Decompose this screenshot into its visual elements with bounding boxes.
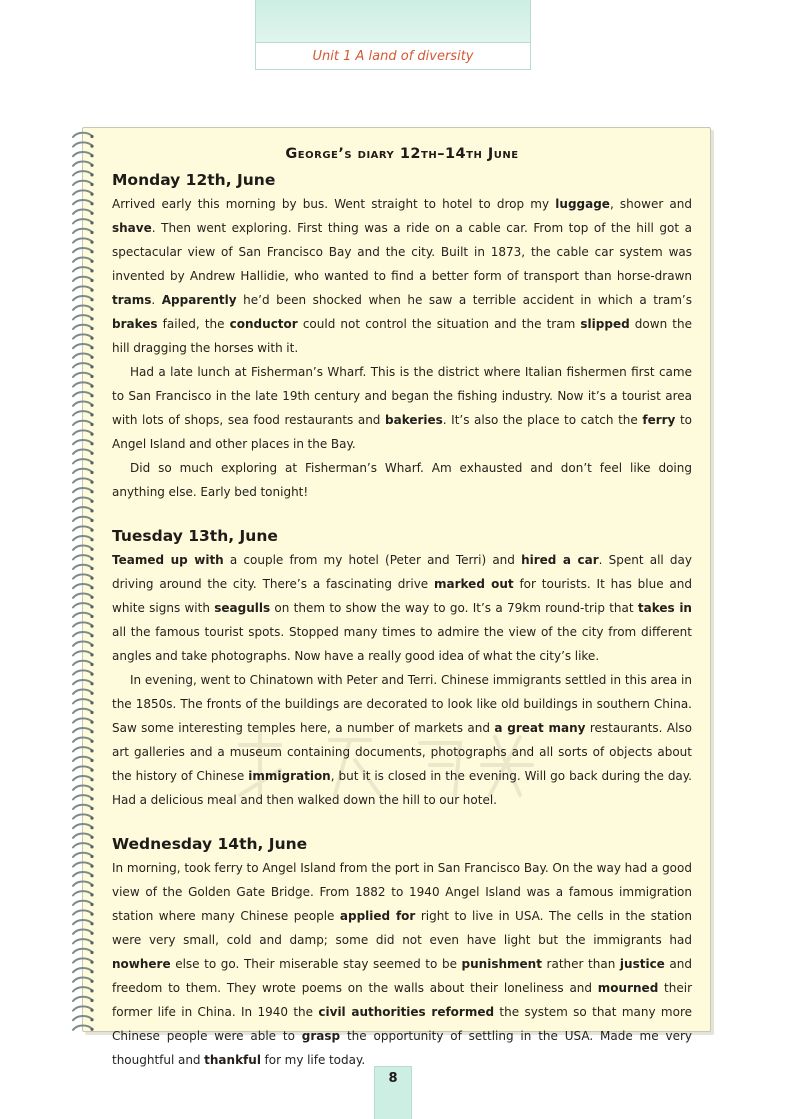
spiral-coil bbox=[73, 709, 92, 713]
spiral-coil bbox=[73, 1016, 92, 1020]
spiral-coil bbox=[73, 142, 92, 146]
key-word: takes in bbox=[637, 601, 692, 615]
spiral-hole bbox=[90, 221, 93, 224]
text-segment: failed, the bbox=[157, 317, 230, 331]
key-word: a great many bbox=[494, 721, 586, 735]
spiral-hole bbox=[90, 164, 93, 167]
spiral-coil bbox=[73, 872, 92, 876]
text-segment: else to go. Their miserable stay seemed to be bbox=[170, 957, 462, 971]
text-segment: . bbox=[151, 293, 162, 307]
spiral-hole bbox=[90, 193, 93, 196]
text-segment: the system so that many more Chinese people were able to bbox=[112, 1005, 693, 1043]
key-word: punishment bbox=[461, 957, 542, 971]
spiral-coil bbox=[73, 853, 92, 857]
spiral-coil bbox=[73, 181, 92, 185]
spiral-coil bbox=[73, 459, 92, 463]
text-segment: , but it is closed in the evening. Will go back during the day. Had a delicious meal and then walked down the hill to our hotel. bbox=[112, 769, 692, 807]
spiral-coil bbox=[73, 478, 92, 482]
page-number: 8 bbox=[388, 1071, 398, 1086]
day-heading: Wednesday 14th, June bbox=[112, 835, 308, 853]
spiral-hole bbox=[90, 433, 93, 436]
spiral-coil bbox=[73, 402, 92, 406]
key-word: ferry bbox=[642, 413, 676, 427]
spiral-hole bbox=[90, 385, 93, 388]
key-word: applied for bbox=[339, 909, 416, 923]
spiral-hole bbox=[90, 135, 93, 138]
spiral-hole bbox=[90, 241, 93, 244]
text-segment: Arrived early this morning by bus. Went straight to hotel to drop my bbox=[112, 197, 556, 211]
spiral-coil bbox=[73, 133, 92, 137]
text-segment: a couple from my hotel (Peter and Terri) and bbox=[223, 553, 522, 567]
spiral-coil bbox=[73, 594, 92, 598]
spiral-coil bbox=[73, 958, 92, 962]
spiral-coil bbox=[73, 987, 92, 991]
key-word: seagulls bbox=[214, 601, 271, 615]
spiral-coil bbox=[73, 440, 92, 444]
text-segment: rather than bbox=[541, 957, 620, 971]
key-word: Teamed up with bbox=[112, 553, 224, 567]
spiral-coil bbox=[73, 536, 92, 540]
spiral-coil bbox=[73, 690, 92, 694]
spiral-hole bbox=[90, 356, 93, 359]
page-number-tab bbox=[374, 1066, 412, 1119]
spiral-hole bbox=[90, 145, 93, 148]
spiral-coil bbox=[73, 277, 92, 281]
spiral-hole bbox=[90, 567, 93, 570]
spiral-hole bbox=[90, 769, 93, 772]
spiral-coil bbox=[73, 555, 92, 559]
spiral-hole bbox=[90, 653, 93, 656]
spiral-coil bbox=[73, 978, 92, 982]
spiral-hole bbox=[90, 586, 93, 589]
spiral-coil bbox=[73, 766, 92, 770]
key-word: conductor bbox=[229, 317, 298, 331]
spiral-coil bbox=[73, 997, 92, 1001]
spiral-coil bbox=[73, 190, 92, 194]
spiral-coil bbox=[73, 334, 92, 338]
spiral-coil bbox=[73, 238, 92, 242]
spiral-hole bbox=[90, 644, 93, 647]
spiral-coil bbox=[73, 507, 92, 511]
spiral-hole bbox=[90, 308, 93, 311]
spiral-hole bbox=[90, 682, 93, 685]
spiral-hole bbox=[90, 346, 93, 349]
spiral-coil bbox=[73, 526, 92, 530]
spiral-coil bbox=[73, 901, 92, 905]
spiral-hole bbox=[90, 692, 93, 695]
diary-paragraph bbox=[112, 856, 692, 1072]
spiral-coil bbox=[73, 152, 92, 156]
spiral-coil bbox=[73, 930, 92, 934]
text-segment: to Angel Island and other places in the Bay. bbox=[112, 413, 692, 451]
spiral-hole bbox=[90, 529, 93, 532]
spiral-hole bbox=[90, 298, 93, 301]
spiral-hole bbox=[90, 778, 93, 781]
spiral-hole bbox=[90, 461, 93, 464]
spiral-coil bbox=[73, 680, 92, 684]
day-heading: Monday 12th, June bbox=[112, 171, 276, 189]
spiral-hole bbox=[90, 941, 93, 944]
spiral-coil bbox=[73, 834, 92, 838]
spiral-hole bbox=[90, 807, 93, 810]
spiral-hole bbox=[90, 279, 93, 282]
spiral-coil bbox=[73, 843, 92, 847]
key-word: Apparently bbox=[161, 293, 237, 307]
spiral-hole bbox=[90, 365, 93, 368]
spiral-coil bbox=[73, 411, 92, 415]
diary-paragraph bbox=[112, 360, 692, 456]
spiral-coil bbox=[73, 1006, 92, 1010]
key-word: brakes bbox=[112, 317, 158, 331]
spiral-hole bbox=[90, 817, 93, 820]
spiral-coil bbox=[73, 920, 92, 924]
diary-paragraph bbox=[112, 548, 692, 668]
spiral-hole bbox=[90, 999, 93, 1002]
key-word: luggage bbox=[555, 197, 610, 211]
spiral-hole bbox=[90, 615, 93, 618]
spiral-hole bbox=[90, 212, 93, 215]
spiral-coil bbox=[73, 430, 92, 434]
spiral-coil bbox=[73, 670, 92, 674]
spiral-hole bbox=[90, 970, 93, 973]
spiral-coil bbox=[73, 613, 92, 617]
spiral-coil bbox=[73, 315, 92, 319]
spiral-hole bbox=[90, 826, 93, 829]
spiral-hole bbox=[90, 913, 93, 916]
spiral-hole bbox=[90, 423, 93, 426]
text-segment: Had a late lunch at Fisherman’s Wharf. This is the district where Italian fishermen first came to San Francisco in the late 19th century and began the fishing industry. Now it’s a tourist area with lots of shops, sea food restaurants and bbox=[112, 365, 692, 427]
spiral-coil bbox=[73, 795, 92, 799]
spiral-hole bbox=[90, 932, 93, 935]
diary-title: George’s diary 12th–14th June bbox=[285, 146, 519, 162]
key-word: hired a car bbox=[521, 553, 599, 567]
text-segment: and freedom to them. They wrote poems on the walls about their loneliness and bbox=[112, 957, 692, 995]
spiral-hole bbox=[90, 730, 93, 733]
spiral-hole bbox=[90, 471, 93, 474]
spiral-hole bbox=[90, 413, 93, 416]
spiral-coil bbox=[73, 450, 92, 454]
spiral-coil bbox=[73, 354, 92, 358]
spiral-hole bbox=[90, 1009, 93, 1012]
spiral-coil bbox=[73, 910, 92, 914]
text-segment: for my life today. bbox=[260, 1053, 366, 1067]
spiral-coil bbox=[73, 939, 92, 943]
spiral-coil bbox=[73, 661, 92, 665]
spiral-coil bbox=[73, 862, 92, 866]
spiral-coil bbox=[73, 738, 92, 742]
spiral-coil bbox=[73, 286, 92, 290]
diary-days bbox=[112, 168, 692, 1072]
spiral-hole bbox=[90, 893, 93, 896]
text-segment: Did so much exploring at Fisherman’s Wharf. Am exhausted and don’t feel like doing anything else. Early bed tonight! bbox=[112, 461, 692, 499]
spiral-hole bbox=[90, 500, 93, 503]
text-segment: the opportunity of settling in the USA. Made me very thoughtful and bbox=[112, 1029, 692, 1067]
spiral-hole bbox=[90, 980, 93, 983]
spiral-hole bbox=[90, 740, 93, 743]
spiral-coil bbox=[73, 968, 92, 972]
spiral-coil bbox=[73, 824, 92, 828]
spiral-hole bbox=[90, 855, 93, 858]
diary-content bbox=[112, 146, 692, 1092]
spiral-hole bbox=[90, 289, 93, 292]
spiral-hole bbox=[90, 951, 93, 954]
spiral-coil bbox=[73, 219, 92, 223]
spiral-coil bbox=[73, 382, 92, 386]
spiral-hole bbox=[90, 989, 93, 992]
text-segment: down the hill dragging the horses with it. bbox=[112, 317, 692, 355]
text-segment: . Spent all day driving around the city. There’s a fascinating drive bbox=[112, 553, 692, 591]
key-word: marked out bbox=[434, 577, 514, 591]
text-segment: could not control the situation and the tram bbox=[297, 317, 581, 331]
spiral-coil bbox=[73, 248, 92, 252]
spiral-hole bbox=[90, 605, 93, 608]
spiral-binding-icon bbox=[70, 127, 98, 1032]
spiral-hole bbox=[90, 749, 93, 752]
spiral-hole bbox=[90, 481, 93, 484]
header-decorative-band bbox=[256, 0, 530, 43]
spiral-coil bbox=[73, 344, 92, 348]
key-word: grasp bbox=[301, 1029, 341, 1043]
spiral-coil bbox=[73, 651, 92, 655]
spiral-hole bbox=[90, 317, 93, 320]
key-word: trams bbox=[112, 293, 152, 307]
spiral-hole bbox=[90, 759, 93, 762]
key-word: shave bbox=[112, 221, 152, 235]
spiral-hole bbox=[90, 202, 93, 205]
spiral-hole bbox=[90, 884, 93, 887]
key-word: civil authorities reformed bbox=[318, 1005, 495, 1019]
spiral-coil bbox=[73, 488, 92, 492]
key-word: nowhere bbox=[112, 957, 171, 971]
spiral-hole bbox=[90, 154, 93, 157]
key-word: justice bbox=[619, 957, 665, 971]
spiral-coil bbox=[73, 603, 92, 607]
text-segment: on them to show the way to go. It’s a 79km round-trip that bbox=[270, 601, 638, 615]
spiral-hole bbox=[90, 404, 93, 407]
spiral-coil bbox=[73, 258, 92, 262]
spiral-coil bbox=[73, 325, 92, 329]
text-segment: . It’s also the place to catch the bbox=[442, 413, 643, 427]
spiral-hole bbox=[90, 797, 93, 800]
spiral-coil bbox=[73, 814, 92, 818]
spiral-coil bbox=[73, 306, 92, 310]
text-segment: he’d been shocked when he saw a terrible accident in which a tram’s bbox=[236, 293, 692, 307]
spiral-hole bbox=[90, 1028, 93, 1031]
key-word: bakeries bbox=[385, 413, 443, 427]
spiral-coil bbox=[73, 392, 92, 396]
spiral-coil bbox=[73, 882, 92, 886]
spiral-coil bbox=[73, 805, 92, 809]
spiral-hole bbox=[90, 250, 93, 253]
spiral-hole bbox=[90, 903, 93, 906]
spiral-hole bbox=[90, 442, 93, 445]
spiral-hole bbox=[90, 961, 93, 964]
diary-paragraph bbox=[112, 668, 692, 812]
key-word: mourned bbox=[597, 981, 659, 995]
spiral-hole bbox=[90, 327, 93, 330]
spiral-hole bbox=[90, 231, 93, 234]
diary-paragraph bbox=[112, 456, 692, 504]
spiral-coil bbox=[73, 421, 92, 425]
text-segment: , shower and bbox=[609, 197, 693, 211]
spiral-coil bbox=[73, 546, 92, 550]
spiral-coil bbox=[73, 747, 92, 751]
spiral-coil bbox=[73, 210, 92, 214]
diary-entry bbox=[112, 524, 692, 812]
spiral-coil bbox=[73, 574, 92, 578]
spiral-coil bbox=[73, 642, 92, 646]
key-word: slipped bbox=[580, 317, 630, 331]
spiral-hole bbox=[90, 845, 93, 848]
spiral-coil bbox=[73, 498, 92, 502]
spiral-coil bbox=[73, 267, 92, 271]
spiral-coil bbox=[73, 757, 92, 761]
spiral-coil bbox=[73, 949, 92, 953]
spiral-hole bbox=[90, 509, 93, 512]
diary-entry bbox=[112, 168, 692, 504]
key-word: thankful bbox=[204, 1053, 261, 1067]
spiral-hole bbox=[90, 865, 93, 868]
spiral-hole bbox=[90, 625, 93, 628]
spiral-coil bbox=[73, 584, 92, 588]
spiral-hole bbox=[90, 836, 93, 839]
unit-title: Unit 1 A land of diversity bbox=[312, 49, 474, 64]
spiral-hole bbox=[90, 577, 93, 580]
spiral-hole bbox=[90, 394, 93, 397]
spiral-coil bbox=[73, 363, 92, 367]
spiral-coil bbox=[73, 699, 92, 703]
spiral-coil bbox=[73, 565, 92, 569]
key-word: immigration bbox=[248, 769, 331, 783]
spiral-hole bbox=[90, 519, 93, 522]
spiral-hole bbox=[90, 596, 93, 599]
spiral-hole bbox=[90, 269, 93, 272]
spiral-coil bbox=[73, 1026, 92, 1030]
spiral-hole bbox=[90, 490, 93, 493]
text-segment: for tourists. It has blue and white signs with bbox=[112, 577, 692, 615]
spiral-hole bbox=[90, 634, 93, 637]
spiral-hole bbox=[90, 183, 93, 186]
spiral-coil bbox=[73, 718, 92, 722]
spiral-coil bbox=[73, 776, 92, 780]
text-segment: all the famous tourist spots. Stopped many times to admire the view of the city from different angles and take photographs. Now have a really good idea of what the city’s like. bbox=[112, 625, 692, 663]
spiral-hole bbox=[90, 874, 93, 877]
spiral-hole bbox=[90, 701, 93, 704]
text-segment: In morning, took ferry to Angel Island from the port in San Francisco Bay. On the way had a good view of the Golden Gate Bridge. From 1882 to 1940 Angel Island was a famous immigration station where many Chinese people bbox=[112, 861, 692, 923]
unit-header bbox=[255, 0, 531, 70]
spiral-coil bbox=[73, 200, 92, 204]
spiral-hole bbox=[90, 538, 93, 541]
spiral-hole bbox=[90, 173, 93, 176]
diary-paragraph bbox=[112, 192, 692, 360]
spiral-coil bbox=[73, 171, 92, 175]
text-segment: right to live in USA. The cells in the station were very small, cold and damp; some did not even have light but the immigrants had bbox=[112, 909, 692, 947]
spiral-coil bbox=[73, 622, 92, 626]
day-heading: Tuesday 13th, June bbox=[112, 527, 278, 545]
spiral-coil bbox=[73, 728, 92, 732]
spiral-hole bbox=[90, 711, 93, 714]
spiral-coil bbox=[73, 162, 92, 166]
spiral-hole bbox=[90, 788, 93, 791]
text-segment: restaurants. Also art galleries and a museum containing documents, photographs and all sorts of objects about the history of Chinese bbox=[112, 721, 692, 783]
spiral-hole bbox=[90, 922, 93, 925]
diary-entry bbox=[112, 832, 692, 1072]
text-segment: In evening, went to Chinatown with Peter and Terri. Chinese immigrants settled in this area in the 1850s. The fronts of the buildings are decorated to look like old buildings in southern China. Saw some interesting temples here, a number of markets and bbox=[112, 673, 692, 735]
spiral-coil bbox=[73, 469, 92, 473]
spiral-hole bbox=[90, 1018, 93, 1021]
spiral-hole bbox=[90, 452, 93, 455]
spiral-coil bbox=[73, 517, 92, 521]
text-segment: . Then went exploring. First thing was a ride on a cable car. From top of the hill got a spectacular view of San Francisco Bay and the city. Built in 1873, the cable car system was invented by Andrew Hallidie, who wanted to find a better form of transport than horse-drawn bbox=[112, 221, 692, 283]
spiral-hole bbox=[90, 557, 93, 560]
spiral-coil bbox=[73, 296, 92, 300]
spiral-coil bbox=[73, 229, 92, 233]
spiral-hole bbox=[90, 260, 93, 263]
spiral-hole bbox=[90, 721, 93, 724]
spiral-hole bbox=[90, 663, 93, 666]
spiral-hole bbox=[90, 673, 93, 676]
spiral-coil bbox=[73, 373, 92, 377]
spiral-coil bbox=[73, 786, 92, 790]
spiral-hole bbox=[90, 337, 93, 340]
spiral-coil bbox=[73, 632, 92, 636]
spiral-hole bbox=[90, 375, 93, 378]
spiral-hole bbox=[90, 548, 93, 551]
text-segment: their former life in China. In 1940 the bbox=[112, 981, 693, 1019]
spiral-coil bbox=[73, 891, 92, 895]
